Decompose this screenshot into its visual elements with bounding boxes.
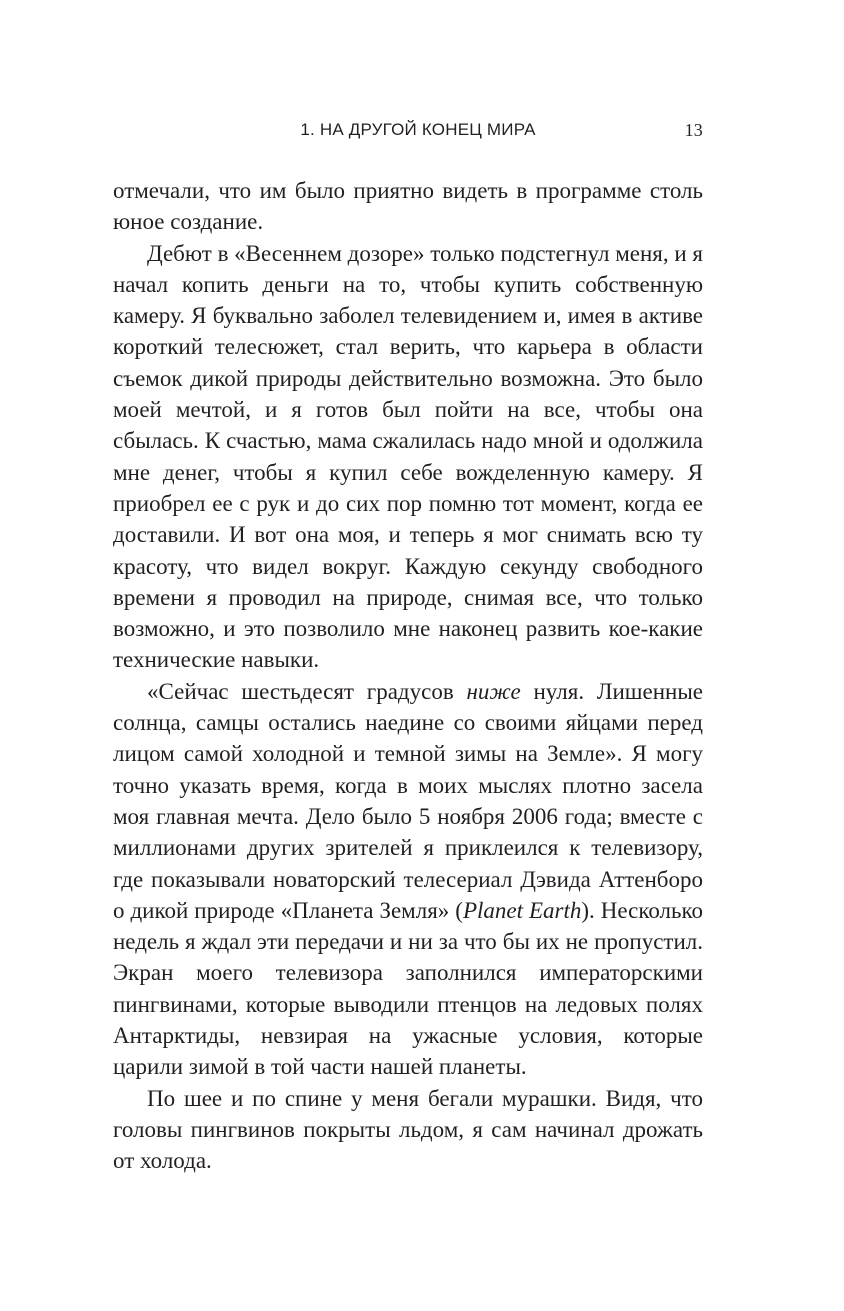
paragraph-2: Дебют в «Весеннем дозоре» только подстегнул меня, и я начал копить деньги на то, чтобы купить собственную камеру. Я буквально заболел телевидением и, имея в активе короткий телесюжет, стал верить, что карьера в области съемок дикой природы действительно возможна. Это было моей мечтой, и я готов был пойти на все, чтобы она сбылась. К счастью, мама сжалилась надо мной и одолжила мне денег, чтобы я купил себе вожделенную камеру. Я приобрел ее с рук и до сих пор помню тот момент, когда ее доставили. И вот она моя, и теперь я мог снимать всю ту красоту, что видел вокруг. Каждую секунду свободного времени я проводил на природе, снимая все, что только возможно, и это позволило мне наконец развить кое-какие технические навыки. [113, 240, 703, 673]
paragraph-4: По шее и по спине у меня бегали мурашки. Видя, что головы пингвинов покрыты льдом, я сам начинал дрожать от холода. [113, 1085, 703, 1174]
chapter-title: 1. НА ДРУГОЙ КОНЕЦ МИРА [300, 120, 536, 139]
emphasis-planet-earth: Planet Earth [462, 897, 582, 923]
emphasis-below: ниже [466, 678, 521, 704]
paragraph-3 [113, 676, 703, 1083]
paragraph-1: отмечали, что им было приятно видеть в программе столь юное создание. [113, 178, 703, 235]
running-head [113, 120, 703, 146]
body-text [113, 175, 703, 1177]
page-number: 13 [684, 120, 703, 140]
paragraph-3-part-1: «Сейчас шестьдесят градусов [147, 678, 467, 704]
paragraph-3-part-3: ). Несколько недель я ждал эти передачи и ни за что бы их не пропустил. Экран моего телевизора заполнился императорскими пингвинами, которые выводили птенцов на ледовых полях Антарктиды, невзирая на ужасные условия, которые царили зимой в той части нашей планеты. [113, 897, 704, 1080]
paragraph-3-part-2: нуля. Лишенные солнца, самцы остались наедине со своими яйцами перед лицом самой холодной и темной зимы на Земле». Я могу точно указать время, когда в моих мыслях плотно засела моя главная мечта. Дело было 5 ноября 2006 года; вместе с миллионами других зрителей я приклеился к телевизору, где показывали новаторский телесериал Дэвида Аттенборо о дикой природе «Планета Земля» ( [113, 678, 703, 923]
